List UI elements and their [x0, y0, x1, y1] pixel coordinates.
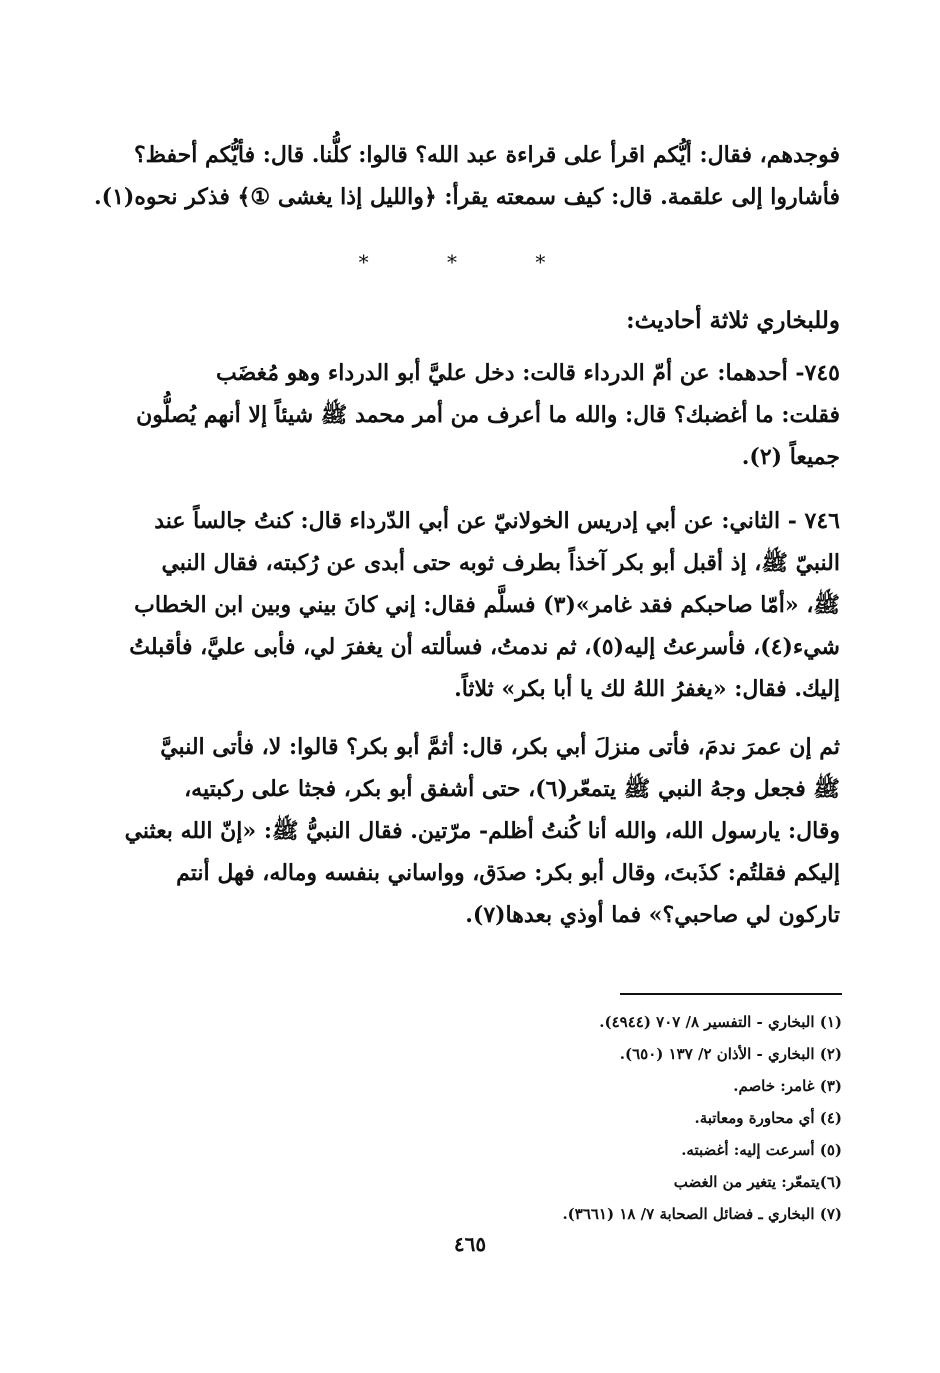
hadith-745	[110, 352, 840, 478]
hadith-746	[110, 500, 840, 710]
text-line: ﷺ، «أمّا صاحبكم فقد غامر»(٣) فسلَّم فقال: إني كانَ بيني وبين ابن الخطاب	[134, 592, 840, 618]
text-line: إليك. فقال: «يغفرُ اللهُ لك يا أبا بكر» ثلاثاً.	[454, 676, 840, 702]
footnotes	[400, 1006, 842, 1230]
footnote-7: (٧) البخاري ـ فضائل الصحابة ٧/ ١٨ (٣٦٦١).	[562, 1205, 842, 1223]
opening-paragraph	[94, 134, 840, 218]
footnote-2: (٢) البخاري - الأذان ٢/ ١٣٧ (٦٥٠).	[619, 1045, 842, 1063]
section-separator: * * *	[358, 250, 582, 274]
footnote-6: (٦)يتمعّر: يتغير من الغضب	[673, 1173, 842, 1191]
text-line: ﷺ فجعل وجهُ النبي ﷺ يتمعّر(٦)، حتى أشفق أبو بكر، فجثا على ركبتيه،	[184, 776, 840, 802]
text-line: النبيّ ﷺ، إذ أقبل أبو بكر آخذاً بطرف ثوبه حتى أبدى عن رُكبته، فقال النبي	[161, 550, 840, 576]
footnote-3: (٣) غامر: خاصم.	[733, 1077, 842, 1095]
text-line: وقال: يارسول الله، والله أنا كُنتُ أظلم- مرّتين. فقال النبيُّ ﷺ: «إنّ الله بعثني	[124, 818, 840, 844]
text-line: ٧٤٦ - الثاني: عن أبي إدريس الخولانيّ عن أبي الدّرداء قال: كنتُ جالساً عند	[154, 508, 840, 534]
text-line: ٧٤٥- أحدهما: عن أمّ الدرداء قالت: دخل عليَّ أبو الدرداء وهو مُغضَب	[215, 360, 840, 386]
footnote-4: (٤) أي محاورة ومعاتبة.	[694, 1109, 842, 1127]
footnote-5: (٥) أسرعت إليه: أغضبته.	[681, 1141, 842, 1159]
section-heading: وللبخاري ثلاثة أحاديث:	[626, 307, 840, 334]
footnote-separator-rule	[620, 993, 842, 995]
text-line: فوجدهم، فقال: أيُّكم اقرأ على قراءة عبد الله؟ قالوا: كلُّنا. قال: فأيُّكم أحفظ؟	[133, 142, 840, 168]
footnote-1: (١) البخاري - التفسير ٨/ ٧٠٧ (٤٩٤٤).	[599, 1013, 842, 1031]
text-line: فأشاروا إلى علقمة. قال: كيف سمعته يقرأ: ﴿والليل إذا يغشى ①﴾ فذكر نحوه(١).	[94, 184, 840, 210]
text-line: ثم إن عمرَ ندمَ، فأتى منزلَ أبي بكر، قال: أثمَّ أبو بكر؟ قالوا: لا، فأتى النبيَّ	[160, 734, 840, 760]
text-line: تاركون لي صاحبي؟» فما أوذي بعدها(٧).	[465, 902, 840, 928]
text-line: إليكم فقلتُم: كذَبتَ، وقال أبو بكر: صدَق، وواساني بنفسه وماله، فهل أنتم	[176, 860, 840, 886]
page-number: ٤٦٥	[453, 1232, 487, 1256]
text-line: شيء(٤)، فأسرعتُ إليه(٥)، ثم ندمتُ، فسألته أن يغفرَ لي، فأبى عليَّ، فأقبلتُ	[129, 634, 840, 660]
text-line: جميعاً (٢).	[741, 444, 840, 470]
hadith-746-continuation	[110, 726, 840, 936]
text-line: فقلت: ما أغضبك؟ قال: والله ما أعرف من أمر محمد ﷺ شيئاً إلا أنهم يُصلُّون	[136, 402, 840, 428]
